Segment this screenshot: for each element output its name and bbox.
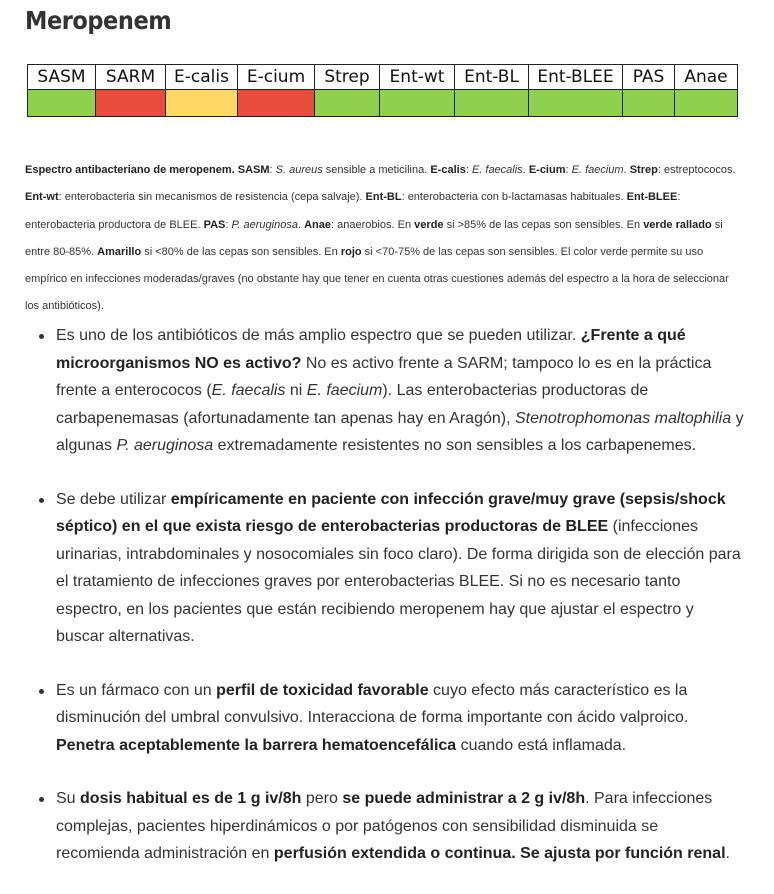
header-pas: PAS <box>623 65 675 90</box>
key-points-list <box>0 322 746 894</box>
header-e-cium: E-cium <box>238 65 315 90</box>
point-spectrum: Es uno de los antibióticos de más amplio espectro que se pueden utilizar. ¿Frente a qué microorganismos NO es activo? No es activo frente a SARM; tampoco lo es en la práctica frente a enterococos (E. faecalis ni E. faecium). Las enterobacterias productoras de carbapenemasas (afortunadamente tan apenas hay en Aragón), Stenotrophomonas maltophilia y algunas P. aeruginosa extremadamente resistentes no son sensibles a los carbapenemes. <box>56 322 746 460</box>
spectrum-color-row <box>28 90 738 117</box>
spectrum-header-row <box>28 65 738 90</box>
cell-sasm <box>28 90 96 117</box>
page-title: Meropenem <box>25 6 172 35</box>
header-sasm: SASM <box>28 65 96 90</box>
cell-ent-bl <box>455 90 529 117</box>
spectrum-table <box>27 64 738 117</box>
header-strep: Strep <box>315 65 380 90</box>
cell-ent-wt <box>380 90 455 117</box>
point-toxicity: Es un fármaco con un perfil de toxicidad favorable cuyo efecto más característico es la disminución del umbral convulsivo. Interacciona de forma importante con ácido valproico. Penetra aceptablemente la barrera hematoencefálica cuando está inflamada. <box>56 677 746 760</box>
point-dosage: Su dosis habitual es de 1 g iv/8h pero se puede administrar a 2 g iv/8h. Para infecciones complejas, pacientes hiperdinámicos o por patógenos con sensibilidad disminuida se recomienda administración en perfusión extendida o continua. Se ajusta por función renal. <box>56 785 746 868</box>
cell-e-calis <box>166 90 238 117</box>
header-ent-wt: Ent-wt <box>380 65 455 90</box>
caption-lead: Espectro antibacteriano de meropenem. <box>25 164 235 176</box>
point-indications: Se debe utilizar empíricamente en paciente con infección grave/muy grave (sepsis/shock séptico) en el que exista riesgo de enterobacterias productoras de BLEE (infecciones urinarias, intrabdominales y nosocomiales sin foco claro). De forma dirigida son de elección para el tratamiento de infecciones graves por enterobacterias BLEE. Si no es necesario tanto espectro, en los pacientes que están recibiendo meropenem hay que ajustar el espectro y buscar alternativas. <box>56 486 746 651</box>
header-sarm: SARM <box>96 65 166 90</box>
cell-e-cium <box>238 90 315 117</box>
cell-strep <box>315 90 380 117</box>
cell-sarm <box>96 90 166 117</box>
header-e-calis: E-calis <box>166 65 238 90</box>
cell-pas <box>623 90 675 117</box>
cell-ent-blee <box>529 90 623 117</box>
header-anae: Anae <box>675 65 738 90</box>
header-ent-blee: Ent-BLEE <box>529 65 623 90</box>
table-caption: Espectro antibacteriano de meropenem. SASM: S. aureus sensible a meticilina. E-calis: E. faecalis. E-cium: E. faecium. Strep: estreptococos. Ent-wt: enterobacteria sin mecanismos de resistencia (cepa salvaje). Ent-BL: enterobacteria con b-lactamasas habituales. Ent-BLEE: enterobacteria productora de BLEE. PAS: P. aeruginosa. Anae: anaerobios. En verde si >85% de las cepas son sensibles. En verde rallado si entre 80-85%. Amarillo si <80% de las cepas son sensibles. En rojo si <70-75% de las cepas son sensibles. El color verde permite su uso empírico en infecciones moderadas/graves (no obstante hay que tener en cuenta otras cuestiones además del espectro a la hora de seleccionar los antibióticos). <box>25 164 736 313</box>
cell-anae <box>675 90 738 117</box>
header-ent-bl: Ent-BL <box>455 65 529 90</box>
